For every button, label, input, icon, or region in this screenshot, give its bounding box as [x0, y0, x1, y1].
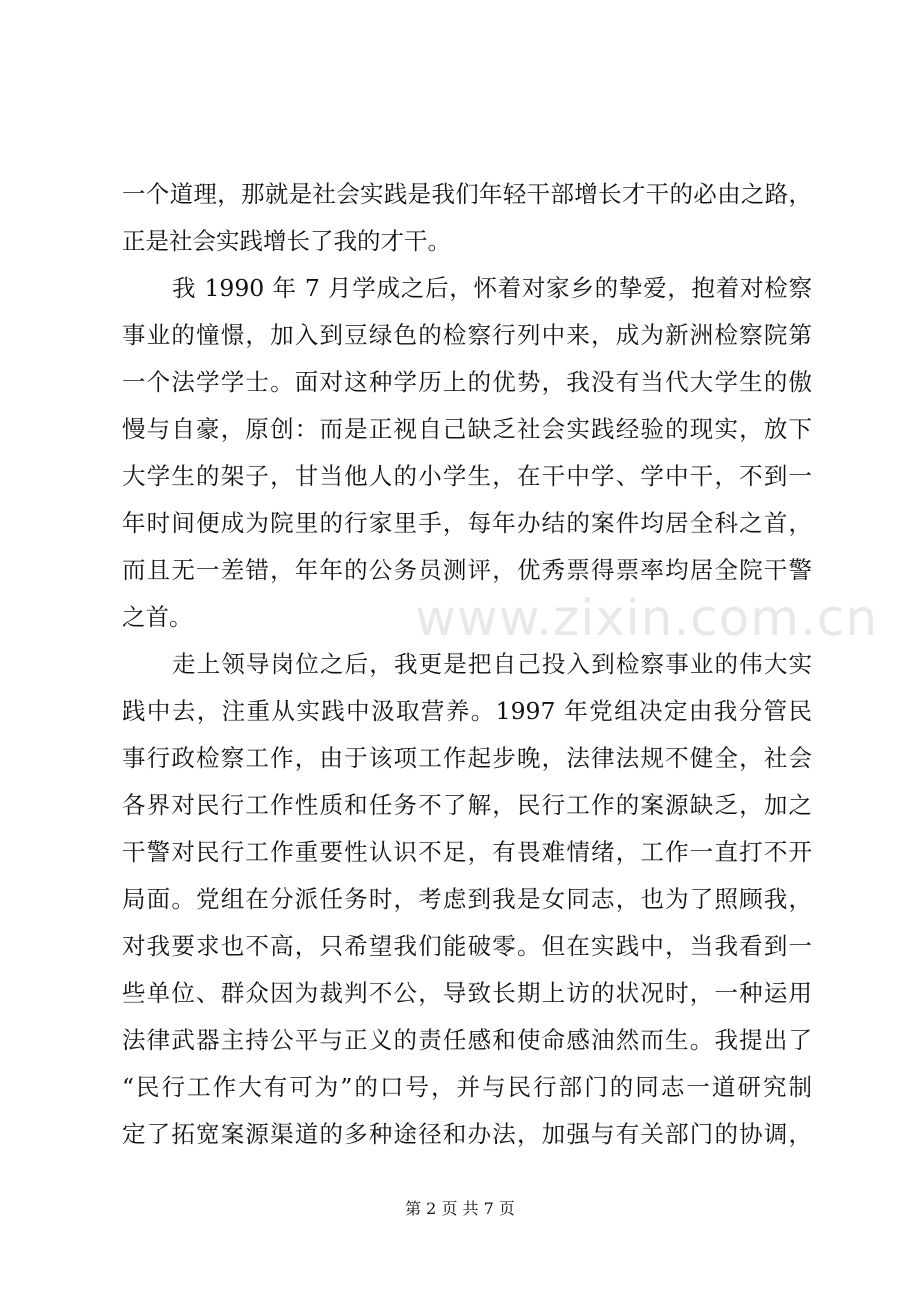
text-line-4: 事业的憧憬，加入到豆绿色的检察行列中来，成为新洲检察院第 — [122, 321, 812, 349]
text-line-8: 年时间便成为院里的行家里手，每年办结的案件均居全科之首， — [122, 509, 812, 537]
text-line-21: 定了拓宽案源渠道的多种途径和办法，加强与有关部门的协调， — [122, 1120, 812, 1148]
text-line-18: 些单位、群众因为裁判不公，导致长期上访的状况时，一种运用 — [122, 979, 812, 1007]
text-line-10: 之首。 — [122, 603, 193, 631]
text-line-7: 大学生的架子，甘当他人的小学生，在干中学、学中干，不到一 — [122, 462, 812, 490]
page-footer: 第 2 页 共 7 页 — [405, 1199, 515, 1218]
text-line-13: 事行政检察工作，由于该项工作起步晚，法律法规不健全，社会 — [122, 744, 812, 772]
text-line-3: 我 1990 年 7 月学成之后，怀着对家乡的挚爱，抱着对检察 — [172, 274, 812, 302]
text-line-12: 践中去，注重从实践中汲取营养。1997 年党组决定由我分管民 — [122, 697, 812, 725]
text-line-20: “民行工作大有可为”的口号，并与民行部门的同志一道研究制 — [122, 1073, 812, 1101]
text-line-15: 干警对民行工作重要性认识不足，有畏难情绪，工作一直打不开 — [122, 838, 812, 866]
text-line-14: 各界对民行工作性质和任务不了解，民行工作的案源缺乏，加之 — [122, 791, 812, 819]
watermark: www.zixin.com.cn — [415, 589, 879, 647]
text-line-19: 法律武器主持公平与正义的责任感和使命感油然而生。我提出了 — [122, 1026, 812, 1054]
text-line-1: 一个道理，那就是社会实践是我们年轻干部增长才干的必由之路， — [122, 180, 812, 208]
text-line-6: 慢与自豪，原创：而是正视自己缺乏社会实践经验的现实，放下 — [122, 415, 812, 443]
text-line-17: 对我要求也不高，只希望我们能破零。但在实践中，当我看到一 — [122, 932, 812, 960]
text-line-9: 而且无一差错，年年的公务员测评，优秀票得票率均居全院干警 — [122, 556, 812, 584]
text-line-2: 正是社会实践增长了我的才干。 — [122, 227, 451, 255]
text-line-16: 局面。党组在分派任务时，考虑到我是女同志，也为了照顾我， — [122, 885, 812, 913]
text-line-11: 走上领导岗位之后，我更是把自己投入到检察事业的伟大实 — [172, 650, 812, 678]
text-line-5: 一个法学学士。面对这种学历上的优势，我没有当代大学生的傲 — [122, 368, 812, 396]
